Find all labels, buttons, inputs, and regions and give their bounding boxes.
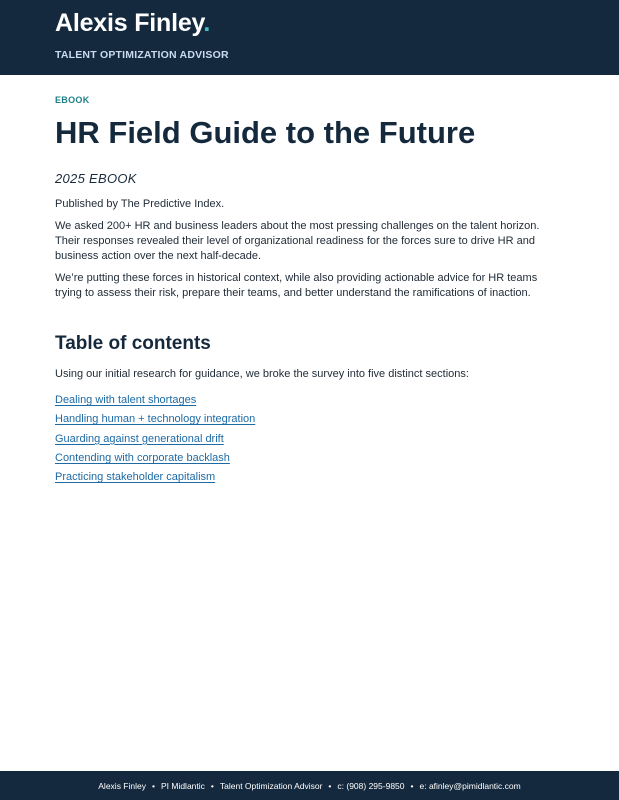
brand-dot: . <box>203 9 211 37</box>
toc-link-talent-shortages[interactable]: Dealing with talent shortages <box>55 394 197 406</box>
eyebrow-label: EBOOK <box>55 95 90 105</box>
toc-link-corporate-backlash[interactable]: Contending with corporate backlash <box>55 451 230 464</box>
page-header <box>0 0 619 75</box>
footer-separator: • <box>210 780 214 791</box>
toc-link-generational-drift[interactable]: Guarding against generational drift <box>55 432 224 445</box>
page-subtitle: 2025 EBOOK <box>55 171 137 186</box>
page-title: HR Field Guide to the Future <box>55 115 476 150</box>
toc-item <box>55 390 255 409</box>
toc-list <box>55 390 255 486</box>
footer-name: Alexis Finley <box>98 780 146 791</box>
toc-link-human-technology[interactable]: Handling human + technology integration <box>55 413 256 426</box>
footer-separator: • <box>328 780 332 791</box>
toc-item <box>55 448 255 467</box>
author-name: Alexis Finley. <box>55 9 211 37</box>
footer-separator: • <box>151 780 155 791</box>
footer-separator: • <box>410 780 414 791</box>
toc-heading: Table of contents <box>55 333 211 354</box>
toc-intro: Using our initial research for guidance, we broke the survey into five distinct sections: <box>55 368 469 380</box>
footer-company: PI Midlantic <box>160 780 205 791</box>
page-footer <box>0 771 619 800</box>
intro-paragraph: We asked 200+ HR and business leaders about the most pressing challenges on the talent horizon. Their responses revealed their level of organizational readiness for the forces sure to drive HR and business action over the next half-decade. <box>55 220 540 262</box>
toc-item <box>55 409 255 428</box>
footer-email: e: afinley@pimidlantic.com <box>419 780 521 791</box>
context-paragraph: We’re putting these forces in historical context, while also providing actionable advice for HR teams trying to assess their risk, prepare their teams, and better understand the ramifications of inaction. <box>55 272 538 299</box>
author-role: TALENT OPTIMIZATION ADVISOR <box>55 49 229 61</box>
footer-title: Talent Optimization Advisor <box>219 780 323 791</box>
publisher-line: Published by The Predictive Index. <box>55 198 225 210</box>
toc-item <box>55 467 255 486</box>
toc-item <box>55 429 255 448</box>
footer-phone: c: (908) 295-9850 <box>337 780 405 791</box>
toc-link-stakeholder-capitalism[interactable]: Practicing stakeholder capitalism <box>55 471 216 484</box>
